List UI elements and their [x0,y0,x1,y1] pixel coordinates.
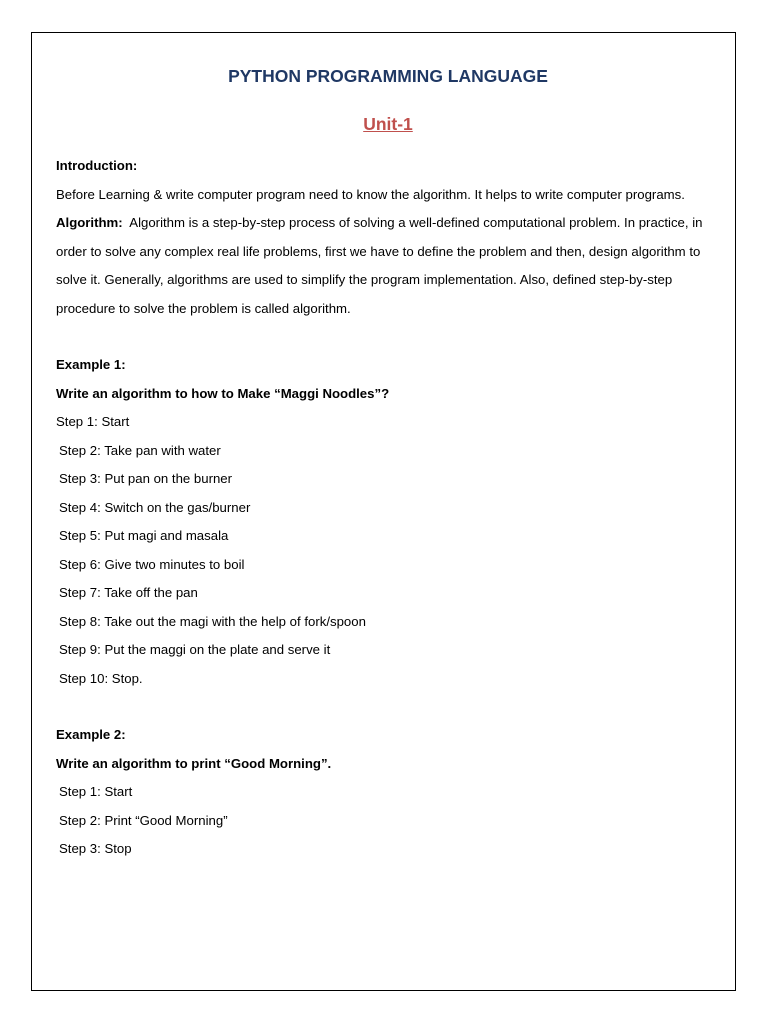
list-item: Step 3: Stop [59,841,132,856]
example2-question: Write an algorithm to print “Good Morning”. [56,755,332,771]
list-item: Step 5: Put magi and masala [59,528,229,543]
document-body [56,62,716,864]
algorithm-paragraph [56,209,716,323]
list-item: Step 1: Start [56,414,130,429]
example2-heading: Example 2: [56,727,126,742]
list-item: Step 6: Give two minutes to boil [59,556,245,572]
example1-steps [56,408,716,693]
algorithm-text: Algorithm is a step-by-step process of solving a well-defined computational problem. In practice, in order to solve any complex real life problems, first we have to define the problem and then, design algorithm to solve it. Generally, algorithms are used to simplify the program implementation. Also, defined step-by-step procedure to solve the problem is called algorithm. [56,215,703,316]
unit-title: Unit-1 [363,114,413,134]
list-item: Step 1: Start [59,784,133,799]
spacer [56,693,716,721]
list-item: Step 4: Switch on the gas/burner [59,499,251,515]
algorithm-label: Algorithm: [56,215,123,230]
list-item: Step 7: Take off the pan [59,585,198,600]
list-item: Step 8: Take out the magi with the help of fork/spoon [59,613,366,629]
example1-question: Write an algorithm to how to Make “Maggi Noodles”? [56,385,390,401]
list-item: Step 2: Print “Good Morning” [59,812,228,828]
list-item: Step 9: Put the maggi on the plate and serve it [59,642,331,657]
spacer [56,323,716,351]
introduction-text: Before Learning & write computer program need to know the algorithm. It helps to write computer programs. [56,186,685,202]
list-item: Step 2: Take pan with water [59,442,221,458]
list-item: Step 3: Put pan on the burner [59,471,233,486]
example1-heading: Example 1: [56,357,126,372]
example2-steps [56,778,716,864]
document-title: PYTHON PROGRAMMING LANGUAGE [228,66,548,86]
list-item: Step 10: Stop. [59,670,143,686]
introduction-heading: Introduction: [56,158,138,173]
